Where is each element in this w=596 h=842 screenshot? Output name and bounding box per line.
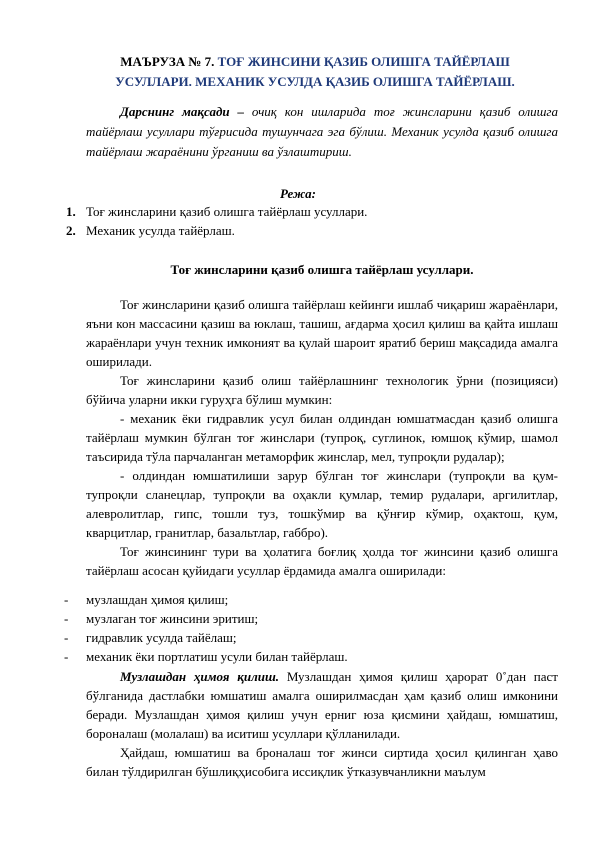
dash-marker: - [64,630,69,645]
goal-label: Дарснинг мақсади – [120,104,245,119]
paragraph-lead: Музлашдан ҳимоя қилиш. [120,669,280,684]
lecture-title [70,52,560,92]
paragraph: Тоғ жинсининг тури ва ҳолатига боғлиқ ҳолда тоғ жинсини қазиб олишга тайёрлаш асосан қуйидаги усуллар ёрдамида амалга оширилади: [86,544,558,578]
plan-item-number: 1. [66,204,76,219]
dash-marker: - [64,649,69,664]
section-heading: Тоғ жинсларини қазиб олишга тайёрлаш усуллари. [170,262,474,277]
lesson-goal [86,102,558,162]
methods-list [64,590,558,666]
paragraph: - механик ёки гидравлик усул билан олдиндан юмшатмасдан қазиб олишга тайёрлаш мумкин бўлган тоғ жинслари (тупроқ, суглинок, юмшоқ кўмир, шамол таъсирида тўла парчаланган метаморфик жинслар, мел, тупроқли рудалар); [86,411,558,464]
dash-marker: - [64,611,69,626]
paragraph [86,667,558,743]
title-line-2: УСУЛЛАРИ. МЕХАНИК УСУЛДА ҚАЗИБ ОЛИШГА ТАЙЁРЛАШ. [115,74,515,89]
plan-item [66,202,558,221]
plan-item [66,221,558,240]
plan-heading: Режа: [280,186,316,201]
paragraph-text: Музлашдан ҳимоя қилиш ҳарорат 0˚дан паст бўлганида дастлабки юмшатиш амалга оширилмасдан ҳам қазиб олиш имконини беради. Музлашдан ҳимоя қилиш учун ерниг юза қисмини ҳайдаш, юмшатиш, бороналаш (молалаш) ва иситиш усуллари қўлланилади. [86,669,558,741]
list-item-text: гидравлик усулда тайёлаш; [86,630,237,645]
plan-list [66,202,558,240]
title-line-1: ТОҒ ЖИНСИНИ ҚАЗИБ ОЛИШГА ТАЙЁРЛАШ [214,54,510,69]
goal-text: очиқ кон ишларида тоғ жинсларини қазиб олишга тайёрлаш усуллари тўғрисида тушунчага эга бўлиш. Механик усулда қазиб олишга тайёрлаш жараёнини ўрганиш ва ўзлаштириш. [86,104,558,159]
paragraph: - олдиндан юмшатилиши зарур бўлган тоғ жинслари (тупроқли ва қум-тупроқли сланецлар, тупроқли ва оҳакли қумлар, темир рудалари, аргилитлар, алевролитлар, гипс, тошли туз, тошкўмир ва қўнғир кўмир, оҳактош, қум, кварцитлар, гранитлар, базальтлар, габбро). [86,468,558,540]
list-item [64,628,558,647]
paragraph: Тоғ жинсларини қазиб олиш тайёрлашнинг технологик ўрни (позицияси) бўйича уларни икки гуруҳга бўлиш мумкин: [86,373,558,407]
list-item-text: механик ёки портлатиш усули билан тайёрлаш. [86,649,348,664]
plan-item-text: Механик усулда тайёрлаш. [86,223,235,238]
list-item-text: музлашдан ҳимоя қилиш; [86,592,229,607]
paragraph: Ҳайдаш, юмшатиш ва броналаш тоғ жинси сиртида ҳосил қилинган ҳаво билан тўлдирилган бўшлиқҳисобига иссиқлик ўтказувчанликни маълум [86,745,558,779]
dash-marker: - [64,592,69,607]
lecture-number: МАЪРУЗА № 7. [120,54,215,69]
list-item [64,647,558,666]
list-item-text: музлаган тоғ жинсини эритиш; [86,611,259,626]
plan-item-number: 2. [66,223,76,238]
paragraph: Тоғ жинсларини қазиб олишга тайёрлаш кейинги ишлаб чиқариш жараёнлари, яъни кон массасини қазиш ва юклаш, ташиш, ағдарма ҳосил қилиш ва қайта ишлаш жараёнлари учун техник имконият ва қулай шароит яратиб бериш мақсадида амалга оширилади. [86,297,558,369]
plan-item-text: Тоғ жинсларини қазиб олишга тайёрлаш усуллари. [86,204,368,219]
section-body [86,295,558,580]
freeze-protection-section [86,667,558,781]
list-item [64,609,558,628]
list-item [64,590,558,609]
